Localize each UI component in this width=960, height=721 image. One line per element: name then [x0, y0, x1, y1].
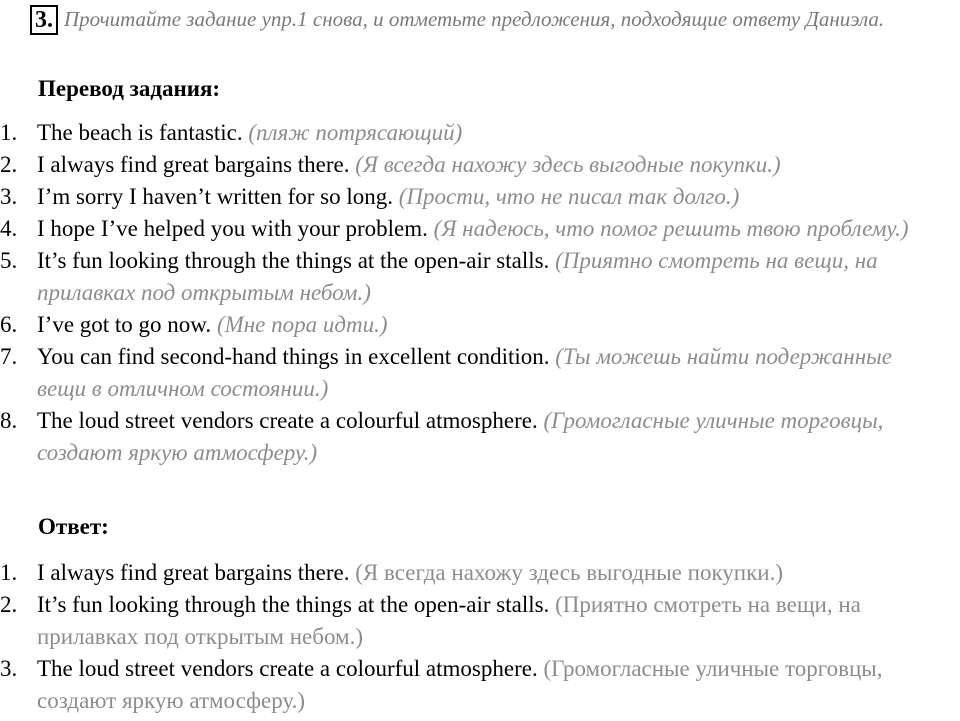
task-text: Прочитайте задание упр.1 снова, и отметьте предложения, подходящие ответу Даниэла.	[64, 7, 885, 31]
item-number: 4.	[0, 216, 18, 241]
item-russian: (Приятно смотреть на вещи, на прилавках под открытым небом.)	[37, 248, 878, 305]
task-number: 3.	[30, 5, 58, 35]
item-english: I’ve got to go now.	[37, 312, 212, 337]
item-english: I always find great bargains there.	[37, 152, 350, 177]
item-russian: (Я надеюсь, что помог решить твою проблему.)	[433, 216, 909, 241]
item-number: 3.	[0, 184, 18, 209]
list-item	[0, 557, 945, 589]
item-russian: (Громогласные уличные торговцы, создают яркую атмосферу.)	[37, 656, 883, 713]
list-item	[0, 589, 945, 653]
item-english: The loud street vendors create a colourful atmosphere.	[37, 656, 538, 681]
translation-heading: Перевод задания:	[38, 76, 221, 101]
translation-list	[0, 117, 945, 469]
list-item	[0, 245, 945, 309]
list-item	[0, 309, 945, 341]
item-russian: (Мне пора идти.)	[216, 312, 388, 337]
item-number: 8.	[0, 408, 18, 433]
item-number: 5.	[0, 248, 18, 273]
item-english: It’s fun looking through the things at the open-air stalls.	[37, 248, 550, 273]
item-russian: (Ты можешь найти подержанные вещи в отличном состоянии.)	[37, 344, 892, 401]
item-russian: (Прости, что не писал так долго.)	[398, 184, 740, 209]
list-item	[0, 341, 945, 405]
item-english: The loud street vendors create a colourful atmosphere.	[37, 408, 538, 433]
item-english: The beach is fantastic.	[37, 120, 243, 145]
task-instruction	[30, 4, 945, 35]
item-number: 7.	[0, 344, 18, 369]
item-number: 1.	[0, 560, 18, 585]
item-english: I’m sorry I haven’t written for so long.	[37, 184, 393, 209]
item-russian: (Я всегда нахожу здесь выгодные покупки.)	[355, 152, 781, 177]
item-russian: (Я всегда нахожу здесь выгодные покупки.)	[355, 560, 783, 585]
item-number: 1.	[0, 120, 18, 145]
list-item	[0, 117, 945, 149]
item-english: You can find second-hand things in excellent condition.	[37, 344, 550, 369]
item-number: 2.	[0, 592, 18, 617]
item-english: I hope I’ve helped you with your problem.	[37, 216, 428, 241]
item-russian: (Приятно смотреть на вещи, на прилавках под открытым небом.)	[37, 592, 861, 649]
item-russian: (Громогласные уличные торговцы, создают яркую атмосферу.)	[37, 408, 884, 465]
list-item	[0, 653, 945, 717]
list-item	[0, 181, 945, 213]
item-number: 3.	[0, 656, 18, 681]
list-item	[0, 405, 945, 469]
list-item	[0, 149, 945, 181]
list-item	[0, 213, 945, 245]
item-english: I always find great bargains there.	[37, 560, 350, 585]
answer-heading: Ответ:	[38, 514, 109, 539]
item-number: 6.	[0, 312, 18, 337]
item-number: 2.	[0, 152, 18, 177]
answer-list	[0, 557, 945, 717]
item-english: It’s fun looking through the things at the open-air stalls.	[37, 592, 550, 617]
item-russian: (пляж потрясающий)	[248, 120, 463, 145]
